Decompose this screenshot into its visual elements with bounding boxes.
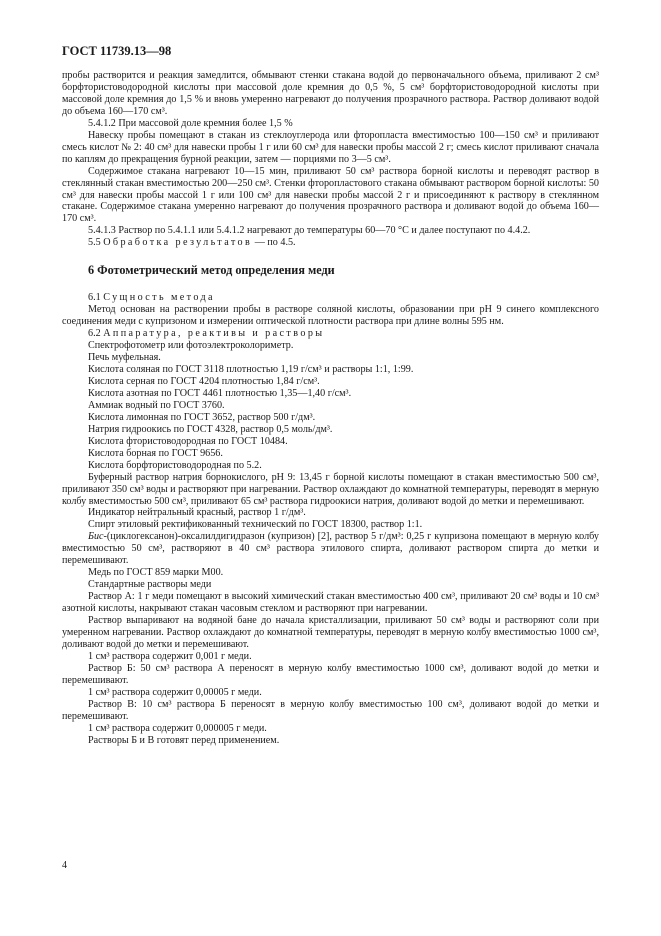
paragraph: Навеску пробы помещают в стакан из стеклоуглерода или фторопласта вместимостью 100—150 см³ и приливают смесь кислот № 2: 40 см³ для навески пробы 1 г или 60 см³ для навески пробы массой 2 г; смесь кислот приливают сначала по каплям до прекращения бурной реакции, затем — порциями по 3—5 см³. xyxy=(62,129,599,165)
paragraph: Стандартные растворы меди xyxy=(88,579,212,591)
paragraph: пробы растворится и реакция замедлится, обмывают стенки стакана водой до первоначального объема, приливают 2 см³ борфтористоводородной кислоты при массовой доле кремния до 0,5 %, 5 см³ борфтористоводородной кислоты при массовой доле кремния до 1,5 % и вновь умеренно нагревают до получения прозрачного раствора. Раствор доливают водой до объема 160—170 см³. xyxy=(62,70,599,117)
list-item: Кислота лимонная по ГОСТ 3652, раствор 500 г/дм³. xyxy=(88,411,316,423)
paragraph-tail: — по 4.5. xyxy=(252,237,296,249)
list-item: Натрия гидроокись по ГОСТ 4328, раствор 0,5 моль/дм³. xyxy=(88,423,333,435)
paragraph: Медь по ГОСТ 859 марки М00. xyxy=(88,567,224,579)
list-item: Кислота соляная по ГОСТ 3118 плотностью 1,19 г/см³ и растворы 1:1, 1:99. xyxy=(88,364,414,376)
list-item: Аммиак водный по ГОСТ 3760. xyxy=(88,399,225,411)
paragraph: Раствор В: 10 см³ раствора Б переносят в мерную колбу вместимостью 100 см³, доливают водой до метки и перемешивают. xyxy=(62,698,599,722)
list-item: Кислота борфтористоводородная по 5.2. xyxy=(88,459,262,471)
paragraph: Раствор выпаривают на водяной бане до начала кристаллизации, приливают 50 см³ воды и растворяют соли при умеренном нагревании. Раствор охлаждают до комнатной температуры, переводят в мерную колбу вместимостью 1000 см³, доливают водой до метки и перемешивают. xyxy=(62,615,599,650)
paragraph-text: -(циклогексанон)-оксалилдигидразон (купризон) [2], раствор 5 г/дм³: 0,25 г купризона помещают в мерную колбу вместимостью 50 см³, растворяют в 40 см³ раствора этилового спирта, доливают раствором спирта до метки и перемешивают. xyxy=(62,531,599,567)
paragraph: 1 см³ раствора содержит 0,001 г меди. xyxy=(88,650,252,662)
list-item: Спектрофотометр или фотоэлектроколориметр. xyxy=(88,340,294,352)
page-number: 4 xyxy=(62,860,67,871)
clause-number: 5.5 xyxy=(88,237,101,249)
paragraph: 5.4.1.3 Раствор по 5.4.1.1 или 5.4.1.2 нагревают до температуры 60—70 °С и далее поступают по 4.4.2. xyxy=(88,225,531,237)
paragraph xyxy=(62,292,599,304)
list-item: Кислота азотная по ГОСТ 4461 плотностью 1,35—1,40 г/см³. xyxy=(88,387,352,399)
list-item: Кислота борная по ГОСТ 9656. xyxy=(88,447,223,459)
section-heading: 6 Фотометрический метод определения меди xyxy=(88,263,335,278)
page-header: ГОСТ 11739.13—98 xyxy=(62,44,172,58)
list-item: Кислота фтористоводородная по ГОСТ 10484. xyxy=(88,435,288,447)
clause-number: 6.2 xyxy=(88,328,101,340)
paragraph: Раствор А: 1 г меди помещают в высокий химический стакан вместимостью 400 см³, приливают 20 см³ воды и 10 см³ азотной кислоты, накрывают стакан часовым стеклом и растворяют при нагревании. xyxy=(62,591,599,615)
paragraph: Индикатор нейтральный красный, раствор 1 г/дм³. xyxy=(88,507,306,519)
paragraph: Спирт этиловый ректификованный технический по ГОСТ 18300, раствор 1:1. xyxy=(88,519,423,531)
paragraph: 1 см³ раствора содержит 0,00005 г меди. xyxy=(88,686,262,698)
list-item: Кислота серная по ГОСТ 4204 плотностью 1,84 г/см³. xyxy=(88,375,320,387)
paragraph: Содержимое стакана нагревают 10—15 мин, приливают 50 см³ раствора борной кислоты и переводят раствор в стеклянный стакан вместимостью 200—250 см³. Стенки фторопластового стакана обмывают раствором борной кислоты: 50 см³ для навески пробы массой 1 г или 100 см³ для навески пробы массой 2 г и присоединяют к раствору в стеклянном стакане. Содержимое стакана умеренно нагревают до получения прозрачного раствора и доливают водой до объема 160—170 см³. xyxy=(62,165,599,225)
paragraph: 1 см³ раствора содержит 0,000005 г меди. xyxy=(88,722,267,734)
paragraph: 5.4.1.2 При массовой доле кремния более 1,5 % xyxy=(88,117,293,129)
spaced-heading: Аппаратура, реактивы и растворы xyxy=(103,328,325,340)
paragraph: Растворы Б и В готовят перед применением. xyxy=(88,734,280,746)
italic-prefix: Бис xyxy=(88,531,104,543)
paragraph: Метод основан на растворении пробы в растворе соляной кислоты, образовании при рН 9 синего комплексного соединения меди с купризоном и измерении оптической плотности раствора при длине волны 595 нм. xyxy=(62,304,599,328)
paragraph: Раствор Б: 50 см³ раствора А переносят в мерную колбу вместимостью 1000 см³, доливают водой до метки и перемешивают. xyxy=(62,662,599,686)
paragraph xyxy=(62,237,599,249)
list-item: Печь муфельная. xyxy=(88,352,161,364)
clause-number: 6.1 xyxy=(88,292,101,304)
document-body xyxy=(62,70,599,747)
paragraph xyxy=(62,328,599,340)
paragraph xyxy=(62,531,599,567)
spaced-heading: Сущность метода xyxy=(103,292,215,304)
paragraph: Буферный раствор натрия борнокислого, рН 9: 13,45 г борной кислоты помещают в стакан вместимостью 500 см³, приливают 350 см³ воды и растворяют при нагревании. Раствор охлаждают до комнатной температуры, переводят в мерную колбу вместимостью 500 см³, приливают 65 см³ раствора гидроокиси натрия, доливают водой до метки и перемешивают. xyxy=(62,471,599,507)
spaced-heading: Обработка результатов xyxy=(103,237,253,249)
